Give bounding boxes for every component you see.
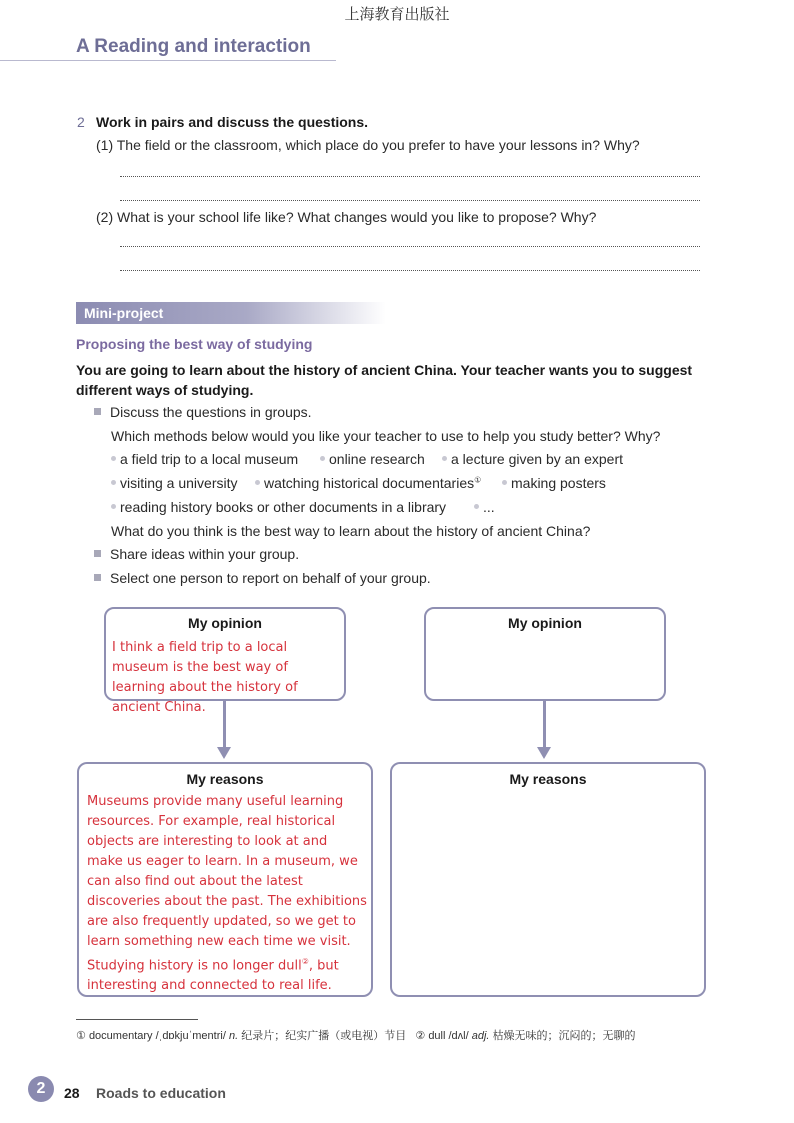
arrow-connector — [543, 701, 546, 749]
bullet-select: Select one person to report on behalf of your group. — [110, 570, 431, 586]
bullet-dot — [111, 456, 116, 461]
opinion-box-example — [104, 607, 346, 715]
opinion-box-blank[interactable] — [424, 607, 666, 701]
bullet-dot — [474, 504, 479, 509]
methods-question: Which methods below would you like your teacher to use to help you study better? Why? — [111, 428, 661, 444]
page-number: 28 — [64, 1085, 80, 1101]
arrow-head-icon — [217, 747, 231, 759]
answer-line[interactable] — [120, 270, 700, 271]
mini-project-intro: You are going to learn about the history of ancient China. Your teacher wants you to suggest different ways of studying. — [76, 362, 693, 398]
bullet-square — [94, 408, 101, 415]
bullet-square — [94, 550, 101, 557]
opinion-title: My opinion — [188, 615, 262, 631]
question-1: (1) The field or the classroom, which place do you prefer to have your lessons in? Why? — [96, 137, 640, 153]
mini-project-subtitle: Proposing the best way of studying — [76, 336, 313, 352]
option-item: visiting a university — [111, 475, 238, 491]
best-way-question: What do you think is the best way to learn about the history of ancient China? — [111, 523, 591, 539]
unit-title: Roads to education — [96, 1085, 226, 1101]
option-item: a field trip to a local museum — [111, 451, 298, 467]
publisher-header: 上海教育出版社 — [344, 5, 450, 23]
bullet-square — [94, 574, 101, 581]
option-item: a lecture given by an expert — [442, 451, 623, 467]
option-item: making posters — [502, 475, 606, 491]
option-item: reading history books or other documents in a library — [111, 499, 446, 515]
footnote-ref: ① — [474, 475, 482, 485]
reasons-box-blank[interactable] — [390, 762, 706, 997]
opinion-example-text: I think a field trip to a local museum is the best way of learning about the history of ancient China. — [112, 640, 298, 715]
bullet-share: Share ideas within your group. — [110, 546, 300, 562]
section-title: A Reading and interaction — [76, 36, 311, 57]
answer-line[interactable] — [120, 200, 700, 201]
bullet-dot — [442, 456, 447, 461]
exercise-heading: Work in pairs and discuss the questions. — [96, 114, 369, 130]
reasons-title: My reasons — [186, 771, 264, 787]
option-item: ... — [474, 499, 495, 515]
footnote-ref: ② — [301, 957, 309, 966]
reasons-title: My reasons — [509, 771, 587, 787]
arrow-connector — [223, 701, 226, 749]
footnotes: ① documentary /ˌdɒkjuˈmentri/ n. 纪录片；纪实广播（或电视）节目 ② dull /dʌl/ adj. 枯燥无味的；沉闷的；无聊的 — [76, 1030, 636, 1042]
bullet-dot — [111, 480, 116, 485]
answer-line[interactable] — [120, 176, 700, 177]
question-2: (2) What is your school life like? What changes would you like to propose? Why? — [96, 209, 597, 225]
exercise-number: 2 — [77, 114, 85, 130]
title-rule — [0, 60, 336, 61]
option-item: online research — [320, 451, 425, 467]
bullet-discuss: Discuss the questions in groups. — [110, 404, 312, 420]
arrow-head-icon — [537, 747, 551, 759]
bullet-dot — [111, 504, 116, 509]
bullet-dot — [255, 480, 260, 485]
unit-number-badge: 2 — [28, 1076, 54, 1102]
bullet-dot — [320, 456, 325, 461]
reasons-example-text: Museums provide many useful learning resources. For example, real historical objects are interesting to look at and make us eager to learn. In a museum, we can also find out about the latest discoveries about the past. The exhibitions are also frequently updated, so we get to learn something new each time we visit. Studying history is no longer dull②, but interesting and connected to real life. — [87, 794, 367, 994]
mini-project-label: Mini-project — [84, 305, 164, 321]
reasons-box-example — [77, 762, 373, 997]
option-item: watching historical documentaries① — [255, 475, 481, 491]
footnote-rule — [76, 1019, 198, 1020]
opinion-title: My opinion — [508, 615, 582, 631]
answer-line[interactable] — [120, 246, 700, 247]
bullet-dot — [502, 480, 507, 485]
